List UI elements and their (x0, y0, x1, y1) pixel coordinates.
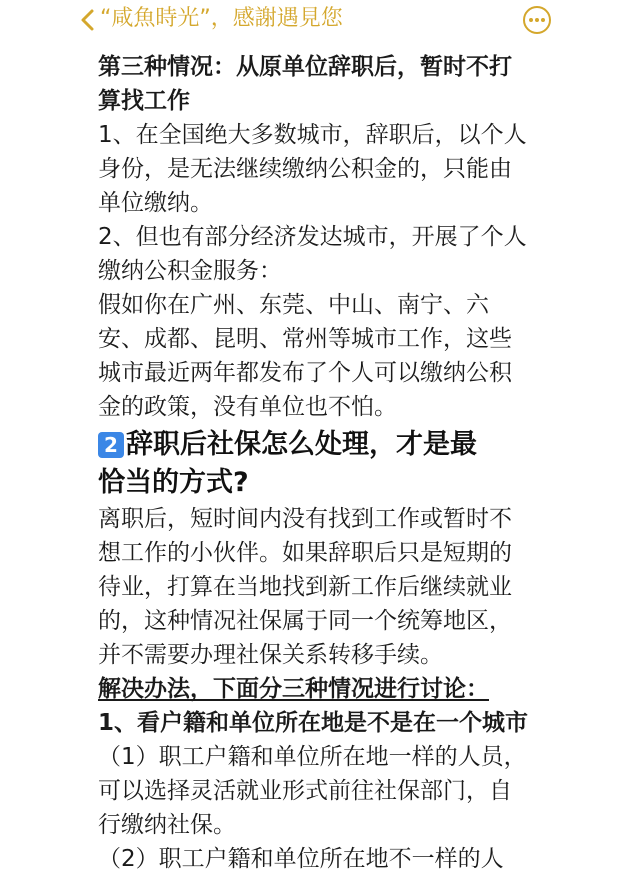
section-heading (98, 426, 543, 464)
text-line: 单位缴纳。 (98, 190, 213, 216)
text-line: （1）职工户籍和单位所在地一样的人员， (98, 744, 527, 770)
text-line: 待业，打算在当地找到新工作后继续就业 (98, 574, 512, 600)
text-line: 并不需要办理社保关系转移手续。 (98, 642, 443, 668)
text-line: 解决办法，下面分三种情况进行讨论： (98, 676, 489, 702)
note-content (98, 50, 543, 876)
text-line: 安、成都、昆明、常州等城市工作，这些 (98, 326, 512, 352)
text-line: 1、看户籍和单位所在地是不是在一个城市 (98, 710, 529, 736)
text-line: 行缴纳社保。 (98, 812, 236, 838)
section-heading-line2: 恰当的方式? (98, 467, 249, 498)
section-heading-text: 辞职后社保怎么处理，才是最 (126, 429, 477, 460)
text-line: 2、但也有部分经济发达城市，开展了个人 (98, 224, 527, 250)
number-badge: 2 (98, 432, 124, 458)
top-bar (0, 0, 640, 44)
text-line: 假如你在广州、东莞、中山、南宁、六 (98, 292, 489, 318)
chevron-left-icon[interactable] (76, 8, 100, 32)
text-line: 第三种情况：从原单位辞职后，暂时不打 (98, 54, 512, 80)
text-line: 1、在全国绝大多数城市，辞职后，以个人 (98, 122, 527, 148)
text-line: 的，这种情况社保属于同一个统筹地区， (98, 608, 512, 634)
text-line: 金的政策，没有单位也不怕。 (98, 394, 397, 420)
text-line: 可以选择灵活就业形式前往社保部门，自 (98, 778, 512, 804)
text-line: 想工作的小伙伴。如果辞职后只是短期的 (98, 540, 512, 566)
text-line: 离职后，短时间内没有找到工作或暂时不 (98, 506, 512, 532)
text-line: 城市最近两年都发布了个人可以缴纳公积 (98, 360, 512, 386)
more-icon[interactable] (522, 5, 552, 35)
note-title: “咸魚時光”，感謝遇見您 (100, 6, 343, 31)
text-line: 缴纳公积金服务： (98, 258, 282, 284)
text-line: （2）职工户籍和单位所在地不一样的人 (98, 846, 504, 872)
text-line: 算找工作 (98, 88, 190, 114)
text-line: 身份，是无法继续缴纳公积金的，只能由 (98, 156, 512, 182)
